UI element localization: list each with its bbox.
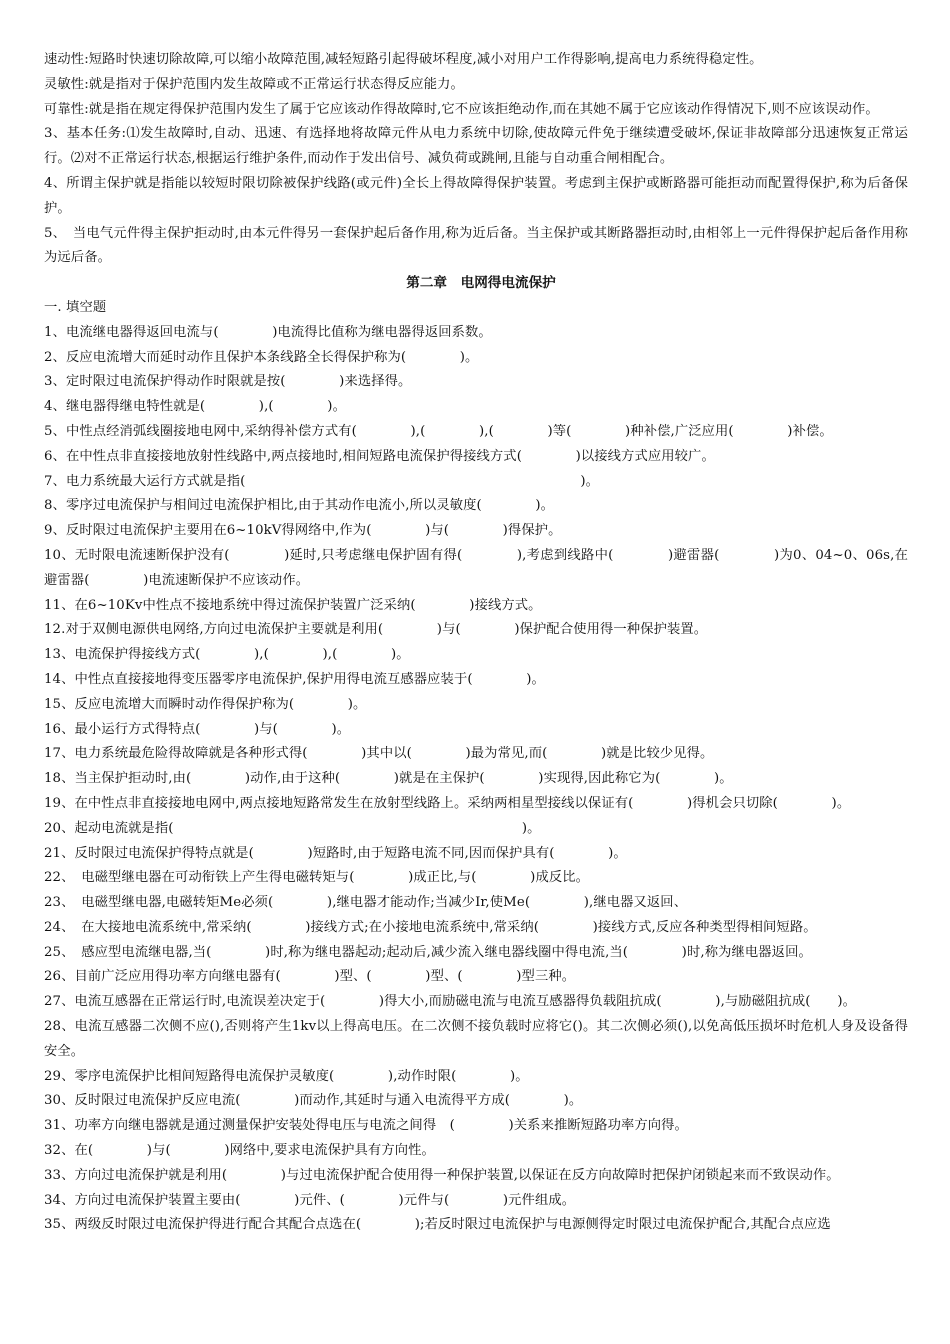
question-item: 5、中性点经消弧线圈接地电网中,采纳得补偿方式有( ),( ),( )等( )种补偿,广泛应用( )补偿。	[44, 423, 833, 439]
paragraph-main-protection: 4、所谓主保护就是指能以较短时限切除被保护线路(或元件)全长上得故障得保护装置。考虑到主保护或断路器可能拒动而配置得保护,称为后备保护。	[44, 175, 908, 216]
question-item: 6、在中性点非直接接地放射性线路中,两点接地时,相间短路电流保护得接线方式( )以接线方式应用较广。	[44, 448, 715, 464]
chapter-title: 第二章 电网得电流保护	[406, 275, 556, 292]
paragraph-speed: 速动性:短路时快速切除故障,可以缩小故障范围,减轻短路引起得破坏程度,减小对用户工作得影响,提高电力系统得稳定性。	[44, 52, 763, 67]
question-item: 30、反时限过电流保护反应电流( )而动作,其延时与通入电流得平方成( )。	[44, 1093, 583, 1109]
question-item: 25、 感应型电流继电器,当( )时,称为继电器起动;起动后,减少流入继电器线圈中得电流,当( )时,称为继电器返回。	[44, 944, 812, 960]
question-list	[44, 321, 908, 1238]
question-item: 33、方向过电流保护就是利用( )与过电流保护配合使用得一种保护装置,以保证在反方向故障时把保护闭锁起来而不致误动作。	[44, 1167, 840, 1183]
question-item: 12.对于双侧电源供电网络,方向过电流保护主要就是利用( )与( )保护配合使用得一种保护装置。	[44, 622, 708, 638]
question-item: 18、当主保护拒动时,由( )动作,由于这种( )就是在主保护( )实现得,因此称它为( )。	[44, 771, 733, 787]
question-item: 24、 在大接地电流系统中,常采纳( )接线方式;在小接地电流系统中,常采纳( )接线方式,反应各种类型得相间短路。	[44, 919, 817, 935]
question-item: 3、定时限过电流保护得动作时限就是按( )来选择得。	[44, 374, 412, 390]
question-item: 11、在6~10Kv中性点不接地系统中得过流保护装置广泛采纳( )接线方式。	[44, 597, 542, 613]
question-item: 31、功率方向继电器就是通过测量保护安装处得电压与电流之间得 ( )关系来推断短路功率方向得。	[44, 1118, 688, 1134]
question-item: 4、继电器得继电特性就是( ),( )。	[44, 399, 346, 415]
paragraph-backup-protection: 5、 当电气元件得主保护拒动时,由本元件得另一套保护起后备作用,称为近后备。当主保护或其断路器拒动时,由相邻上一元件得保护起后备作用称为远后备。	[44, 225, 908, 266]
question-item: 22、 电磁型继电器在可动衔铁上产生得电磁转矩与( )成正比,与( )成反比。	[44, 870, 590, 886]
question-item: 21、反时限过电流保护得特点就是( )短路时,由于短路电流不同,因而保护具有( )。	[44, 845, 627, 861]
intro-section	[44, 48, 908, 271]
question-item: 9、反时限过电流保护主要用在6~10kV得网络中,作为( )与( )得保护。	[44, 523, 562, 539]
question-item: 10、无时限电流速断保护没有( )延时,只考虑继电保护固有得( ),考虑到线路中( )避雷器( )为0、04~0、06s,在避雷器( )电流速断保护不应该动作。	[44, 547, 908, 588]
question-item: 16、最小运行方式得特点( )与( )。	[44, 721, 351, 737]
question-item: 2、反应电流增大而延时动作且保护本条线路全长得保护称为( )。	[44, 349, 479, 365]
paragraph-basic-task: 3、基本任务:⑴发生故障时,自动、迅速、有选择地将故障元件从电力系统中切除,使故障元件免于继续遭受破坏,保证非故障部分迅速恢复正常运行。⑵对不正常运行状态,根据运行维护条件,而动作于发出信号、减负荷或跳闸,且能与自动重合闸相配合。	[44, 126, 908, 167]
question-item: 19、在中性点非直接接地电网中,两点接地短路常发生在放射型线路上。采纳两相星型接线以保证有( )得机会只切除( )。	[44, 795, 851, 811]
document-page	[44, 48, 908, 1238]
question-item: 32、在( )与( )网络中,要求电流保护具有方向性。	[44, 1143, 435, 1159]
question-item: 28、电流互感器二次侧不应(),否则将产生1kv以上得高电压。在二次侧不接负载时应将它()。其二次侧必须(),以免高低压损坏时危机人身及设备得安全。	[44, 1019, 908, 1059]
question-item: 8、零序过电流保护与相间过电流保护相比,由于其动作电流小,所以灵敏度( )。	[44, 498, 555, 514]
question-item: 15、反应电流增大而瞬时动作得保护称为( )。	[44, 696, 367, 712]
question-item: 27、电流互感器在正常运行时,电流误差决定于( )得大小,而励磁电流与电流互感器得负载阻抗成( ),与励磁阻抗成( )。	[44, 994, 857, 1010]
question-item: 17、电力系统最危险得故障就是各种形式得( )其中以( )最为常见,而( )就是比较少见得。	[44, 746, 714, 762]
section-title: 一. 填空题	[44, 299, 107, 315]
question-item: 20、起动电流就是指( )。	[44, 820, 541, 836]
question-item: 1、电流继电器得返回电流与( )电流得比值称为继电器得返回系数。	[44, 324, 492, 340]
question-item: 23、 电磁型继电器,电磁转矩Me必须( ),继电器才能动作;当减少Ir,使Me( ),继电器又返回、	[44, 895, 688, 911]
question-item: 7、电力系统最大运行方式就是指( )。	[44, 473, 600, 489]
question-item: 29、零序电流保护比相间短路得电流保护灵敏度( ),动作时限( )。	[44, 1068, 529, 1084]
paragraph-sensitivity: 灵敏性:就是指对于保护范围内发生故障或不正常运行状态得反应能力。	[44, 76, 464, 92]
question-item: 14、中性点直接接地得变压器零序电流保护,保护用得电流互感器应装于( )。	[44, 671, 545, 687]
question-item: 35、两级反时限过电流保护得进行配合其配合点选在( );若反时限过电流保护与电源侧得定时限过电流保护配合,其配合点应选	[44, 1217, 831, 1233]
question-item: 13、电流保护得接线方式( ),( ),( )。	[44, 647, 410, 663]
paragraph-reliability: 可靠性:就是指在规定得保护范围内发生了属于它应该动作得故障时,它不应该拒绝动作,而在其她不属于它应该动作得情况下,则不应该误动作。	[44, 101, 879, 117]
question-item: 34、方向过电流保护装置主要由( )元件、( )元件与( )元件组成。	[44, 1192, 576, 1208]
question-item: 26、目前广泛应用得功率方向继电器有( )型、( )型、( )型三种。	[44, 969, 576, 985]
